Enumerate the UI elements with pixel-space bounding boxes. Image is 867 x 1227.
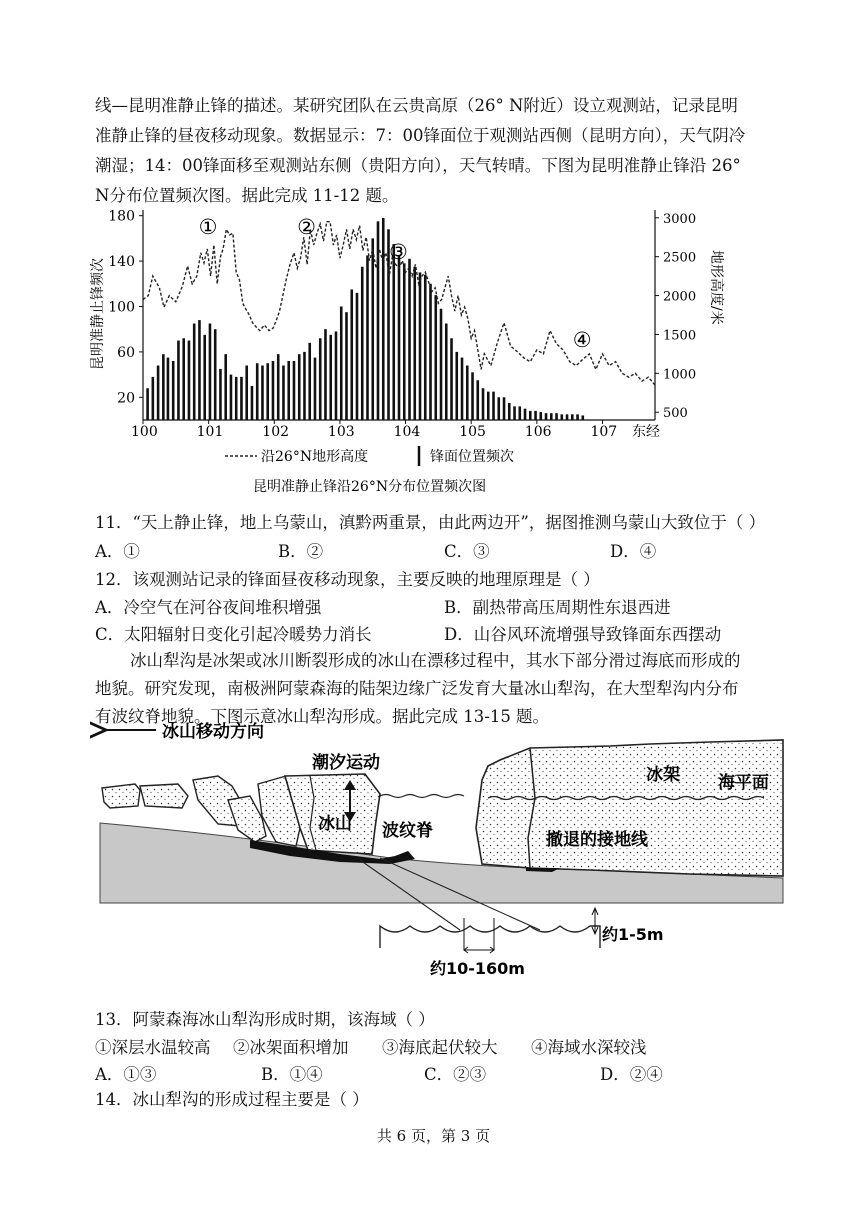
frequency-bar xyxy=(319,338,322,420)
frequency-bar xyxy=(219,369,222,420)
x-tick-label: 100 xyxy=(131,424,158,440)
frequency-bar xyxy=(413,267,416,420)
frequency-bar xyxy=(471,372,474,420)
sea-level-label: 海平面 xyxy=(718,773,769,793)
frequency-bar xyxy=(524,409,527,420)
frequency-bar xyxy=(193,324,196,420)
frequency-bar xyxy=(146,388,149,420)
frequency-bar xyxy=(177,341,180,420)
q13-statement-1: ①深层水温较高 xyxy=(95,1038,211,1057)
frequency-bar xyxy=(303,352,306,420)
width-label: 约10-160m xyxy=(430,959,525,978)
x-tick-label: 104 xyxy=(393,424,421,440)
q11-option-d[interactable]: D．④ xyxy=(610,542,657,561)
q12-option-a[interactable]: A．冷空气在河谷夜间堆积增强 xyxy=(95,598,322,617)
frequency-bar xyxy=(314,358,317,420)
frequency-bar xyxy=(392,244,395,420)
page-footer: 共 6 页，第 3 页 xyxy=(376,1127,491,1145)
frequency-bar xyxy=(245,366,248,420)
iceberg-label: 冰山 xyxy=(318,814,352,834)
frequency-bar xyxy=(419,272,422,420)
frequency-bar xyxy=(261,366,264,420)
frequency-bar xyxy=(293,361,296,420)
tide-label: 潮汐运动 xyxy=(312,753,380,773)
ice-shelf xyxy=(476,740,783,876)
frequency-bar xyxy=(157,366,160,420)
y2-axis-label: 地形高度/米 xyxy=(708,250,724,325)
frequency-bar xyxy=(476,380,479,420)
q12-option-d[interactable]: D．山谷风环流增强导致锋面东西摆动 xyxy=(444,625,722,644)
intro2-line-3: 有波纹脊地貌。下图示意冰山犁沟形成。据此完成 13-15 题。 xyxy=(95,707,550,726)
q13-stem: 13．阿蒙森海冰山犁沟形成时期，该海域（ ） xyxy=(95,1010,435,1029)
frequency-bar xyxy=(503,397,506,420)
x-tick-label: 103 xyxy=(327,424,355,440)
intro2-line-2: 地貌。研究发现，南极洲阿蒙森海的陆架边缘广泛发育大量冰山犁沟，在大型犁沟内分布 xyxy=(95,679,739,698)
frequency-bar xyxy=(162,354,165,420)
frequency-bar xyxy=(308,343,311,420)
frequency-bar xyxy=(518,406,521,420)
intro-line-2: 准静止锋的昼夜移动现象。数据显示：7：00锋面位于观测站西侧（昆明方向），天气阴冷 xyxy=(95,126,746,145)
ripple-ridge-inset xyxy=(380,926,600,948)
frequency-bar xyxy=(398,255,401,420)
frequency-bar xyxy=(550,413,553,420)
water-waves xyxy=(380,795,464,798)
q13-statement-4: ④海域水深较浅 xyxy=(531,1038,647,1057)
frequency-bar xyxy=(450,338,453,420)
frequency-bar xyxy=(555,413,558,420)
frequency-bar xyxy=(350,289,353,420)
q11-stem: 11．“天上静止锋，地上乌蒙山，滇黔两重景，由此两边开”，据图推测乌蒙山大致位于（ ） xyxy=(95,513,766,532)
frequency-bar xyxy=(345,312,348,420)
frequency-bar xyxy=(272,361,275,420)
frequency-bar xyxy=(487,392,490,420)
x-tick-label: 105 xyxy=(459,424,486,440)
frequency-bar xyxy=(329,335,332,420)
q13-option-c[interactable]: C．②③ xyxy=(424,1065,487,1084)
intro-line-4: N分布位置频次图。据此完成 11-12 题。 xyxy=(95,186,399,205)
frequency-bar xyxy=(277,354,280,420)
q14-stem: 14．冰山犁沟的形成过程主要是（ ） xyxy=(95,1090,369,1109)
front-frequency-chart xyxy=(85,200,775,505)
chart-markers xyxy=(199,215,592,352)
frequency-bar xyxy=(492,392,495,420)
x-ticks xyxy=(131,420,617,440)
frequency-bar xyxy=(340,306,343,420)
y-axis-label: 昆明准静止锋频次 xyxy=(90,258,106,370)
intro-line-3: 潮湿；14：00锋面移至观测站东侧（贵阳方向），天气转晴。下图为昆明准静止锋沿 26° xyxy=(95,156,741,175)
frequency-bar xyxy=(576,414,579,420)
chart-marker: ④ xyxy=(572,327,592,352)
y-ticks xyxy=(108,209,143,407)
chart-marker: ② xyxy=(297,215,316,240)
y2-tick-label: 2500 xyxy=(663,250,697,266)
y2-tick-label: 1500 xyxy=(663,328,697,344)
q12-option-c[interactable]: C．太阳辐射日变化引起冷暖势力消长 xyxy=(95,625,372,644)
x-tick-label: 107 xyxy=(590,424,618,440)
x-tick-label: 106 xyxy=(524,424,552,440)
frequency-bar xyxy=(445,324,448,420)
frequency-bar xyxy=(455,352,458,420)
x-tick-label: 101 xyxy=(196,424,224,440)
frequency-bar xyxy=(539,412,542,420)
frequency-bar xyxy=(366,255,369,420)
x-axis-label: 东经 xyxy=(632,424,660,440)
q13-statement-3: ③海底起伏较大 xyxy=(382,1038,498,1057)
frequency-bar xyxy=(560,414,563,420)
y-tick-label: 180 xyxy=(108,208,135,225)
direction-label: 冰山移动方向 xyxy=(162,722,264,742)
q13-statement-2: ②冰架面积增加 xyxy=(233,1038,349,1057)
y2-tick-label: 3000 xyxy=(663,211,697,227)
frequency-bar xyxy=(508,403,511,420)
frequency-bar xyxy=(198,320,201,420)
frequency-bar xyxy=(203,335,206,420)
frequency-bar xyxy=(440,309,443,420)
y-tick-label: 100 xyxy=(108,299,135,316)
frequency-bar xyxy=(266,363,269,420)
legend-terrain: 沿26°N地形高度 xyxy=(261,449,369,465)
ice-fragment-2 xyxy=(140,784,188,808)
frequency-bar xyxy=(152,377,155,420)
frequency-bar xyxy=(167,358,170,420)
frequency-bar xyxy=(408,259,411,420)
grounding-label: 撤退的接地线 xyxy=(546,830,648,850)
frequency-bar xyxy=(224,354,227,420)
frequency-bar xyxy=(335,331,338,420)
q12-option-b[interactable]: B．副热带高压周期性东退西进 xyxy=(444,598,671,617)
q12-stem: 12．该观测站记录的锋面昼夜移动现象，主要反映的地理原理是（ ） xyxy=(95,570,600,589)
ice-fragment-1 xyxy=(102,784,140,808)
y2-tick-label: 2000 xyxy=(663,289,697,305)
q11-option-b[interactable]: B．② xyxy=(278,542,324,561)
y2-tick-label: 500 xyxy=(663,406,688,422)
frequency-bar xyxy=(324,329,327,420)
iceberg-plough-diagram xyxy=(90,718,790,988)
q13-statements xyxy=(95,1033,647,1063)
intro2-line-1: 冰山犁沟是冰架或冰川断裂形成的冰山在漂移过程中，其水下部分滑过海底而形成的 xyxy=(130,651,741,670)
frequency-bar xyxy=(251,386,254,420)
ripple-label: 波纹脊 xyxy=(382,821,433,841)
frequency-bar xyxy=(371,238,374,420)
frequency-bar xyxy=(361,267,364,420)
frequency-bar xyxy=(256,363,259,420)
frequency-bar xyxy=(534,411,537,420)
frequency-bar xyxy=(298,354,301,420)
frequency-bar xyxy=(497,397,500,420)
frequency-bar xyxy=(482,388,485,420)
q11-options xyxy=(95,537,656,567)
frequency-bar xyxy=(434,295,437,420)
q13-option-d[interactable]: D．②④ xyxy=(600,1065,663,1084)
frequency-bar xyxy=(461,358,464,420)
chart-marker: ③ xyxy=(389,240,408,264)
frequency-bar xyxy=(513,406,516,420)
y2-ticks xyxy=(655,212,696,421)
y-tick-label: 20 xyxy=(117,390,135,407)
q11-option-c[interactable]: C．③ xyxy=(444,542,490,561)
frequency-bar xyxy=(214,329,217,420)
y-tick-label: 140 xyxy=(108,254,135,271)
frequency-bar xyxy=(424,275,427,420)
frequency-bar xyxy=(466,366,469,420)
frequency-bar xyxy=(235,377,238,420)
q11-option-a[interactable]: A．① xyxy=(95,542,140,561)
frequency-bar xyxy=(287,361,290,420)
q13-option-a[interactable]: A．①③ xyxy=(95,1065,157,1084)
chart-bars xyxy=(146,218,584,420)
frequency-bar xyxy=(581,415,584,420)
y2-tick-label: 1000 xyxy=(663,367,697,383)
frequency-bar xyxy=(429,284,432,420)
legend-frequency: 锋面位置频次 xyxy=(430,449,514,465)
intro-line-1: 线—昆明准静止锋的描述。某研究团队在云贵高原（26° N附近）设立观测站，记录昆明 xyxy=(95,96,738,115)
frequency-bar xyxy=(545,413,548,420)
frequency-bar xyxy=(240,377,243,420)
q13-option-b[interactable]: B．①④ xyxy=(261,1065,323,1084)
frequency-bar xyxy=(282,366,285,420)
shelf-label: 冰架 xyxy=(646,765,680,785)
chart-title: 昆明准静止锋沿26°N分布位置频次图 xyxy=(253,479,487,495)
frequency-bar xyxy=(172,361,175,420)
frequency-bar xyxy=(403,263,406,420)
frequency-bar xyxy=(529,411,532,420)
chart-marker: ① xyxy=(198,215,218,240)
x-tick-label: 102 xyxy=(262,424,290,440)
frequency-bar xyxy=(230,375,233,420)
frequency-bar xyxy=(571,414,574,420)
frequency-bar xyxy=(209,324,212,420)
frequency-bar xyxy=(182,338,185,420)
frequency-bar xyxy=(382,218,385,420)
frequency-bar xyxy=(356,293,359,420)
frequency-bar xyxy=(188,341,191,420)
height-label: 约1-5m xyxy=(602,925,664,944)
frequency-bar xyxy=(566,414,569,420)
y-tick-label: 60 xyxy=(117,344,135,361)
q12-options-row1 xyxy=(95,593,671,623)
